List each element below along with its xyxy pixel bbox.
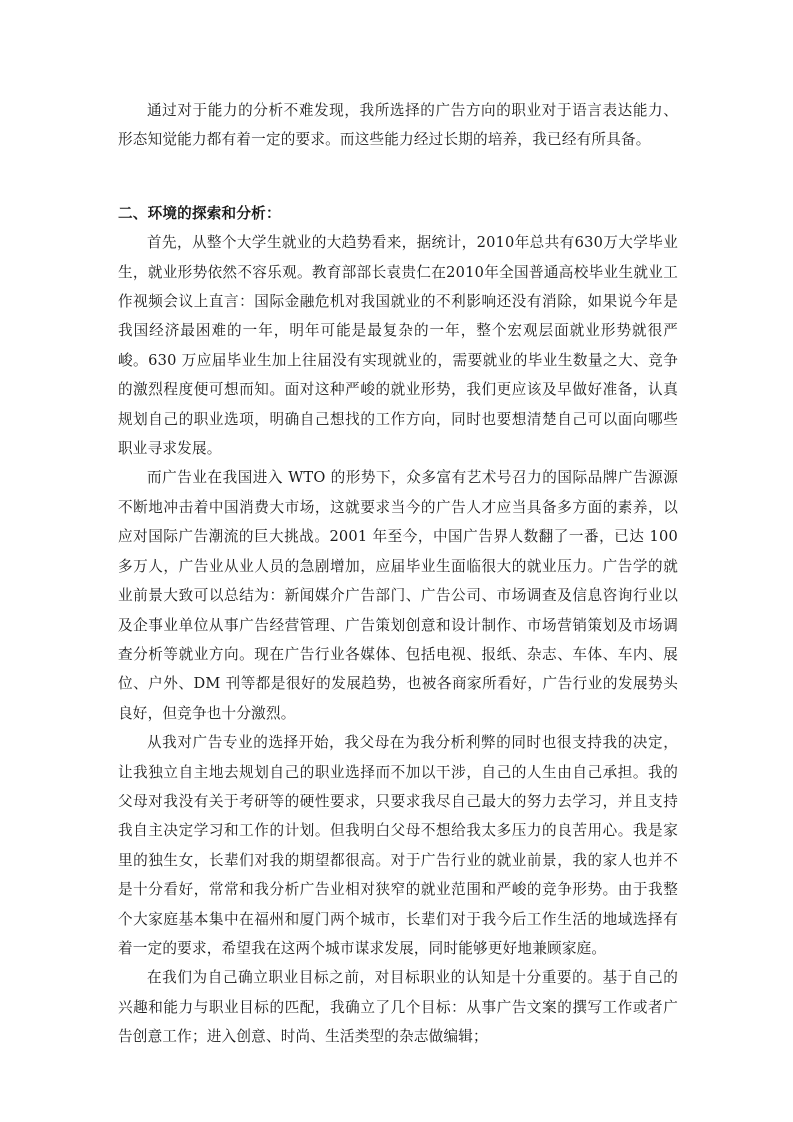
paragraph-career-goals: 在我们为自己确立职业目标之前，对目标职业的认知是十分重要的。基于自己的兴趣和能力与职业目标的匹配，我确立了几个目标：从事广告文案的撰写工作或者广告创意工作；进入创意、时尚、生活类型的杂志做编辑； bbox=[118, 969, 678, 1046]
intro-paragraph: 通过对于能力的分析不难发现，我所选择的广告方向的职业对于语言表达能力、形态知觉能力都有着一定的要求。而这些能力经过长期的培养，我已经有所具备。 bbox=[118, 102, 678, 149]
paragraph-advertising-industry: 而广告业在我国进入 WTO 的形势下，众多富有艺术号召力的国际品牌广告源源不断地冲击着中国消费大市场，这就要求当今的广告人才应当具备多方面的素养，以应对国际广告潮流的巨大挑战。2001 年至今，中国广告界人数翻了一番，已达 100 多万人，广告业从业人员的急剧增加，应届毕业生面临很大的就业压力。广告学的就业前景大致可以总结为：新闻媒介广告部门、广告公司、市场调查及信息咨询行业以及企事业单位从事广告经营管理、广告策划创意和设计制作、市场营销策划及市场调查分析等就业方向。现在广告行业各媒体、包括电视、报纸、杂志、车体、车内、展位、户外、DM 刊等都是很好的发展趋势，也被各商家所看好，广告行业的发展势头良好，但竞争也十分激烈。 bbox=[118, 469, 678, 722]
paragraph-family-support: 从我对广告专业的选择开始，我父母在为我分析利弊的同时也很支持我的决定，让我独立自主地去规划自己的职业选择而不加以干涉，自己的人生由自己承担。我的父母对我没有关于考研等的硬性要求，只要求我尽自己最大的努力去学习，并且支持我自主决定学习和工作的计划。但我明白父母不想给我太多压力的良苦用心。我是家里的独生女，长辈们对我的期望都很高。对于广告行业的就业前景，我的家人也并不是十分看好，常常和我分析广告业相对狭窄的就业范围和严峻的竞争形势。由于我整个大家庭基本集中在福州和厦门两个城市，长辈们对于我今后工作生活的地域选择有着一定的要求，希望我在这两个城市谋求发展，同时能够更好地兼顾家庭。 bbox=[118, 734, 678, 957]
section-heading: 二、环境的探索和分析： bbox=[118, 204, 281, 222]
document-page bbox=[118, 96, 678, 1052]
paragraph-employment-trend: 首先，从整个大学生就业的大趋势看来，据统计，2010年总共有630万大学毕业生，就业形势依然不容乐观。教育部部长袁贵仁在2010年全国普通高校毕业生就业工作视频会议上直言：国际金融危机对我国就业的不利影响还没有消除，如果说今年是我国经济最困难的一年，明年可能是最复杂的一年，整个宏观层面就业形势就很严峻。630 万应届毕业生加上往届没有实现就业的，需要就业的毕业生数量之大、竞争的激烈程度便可想而知。面对这种严峻的就业形势，我们更应该及早做好准备，认真规划自己的职业选项，明确自己想找的工作方向，同时也要想清楚自己可以面向哪些职业寻求发展。 bbox=[118, 234, 678, 458]
